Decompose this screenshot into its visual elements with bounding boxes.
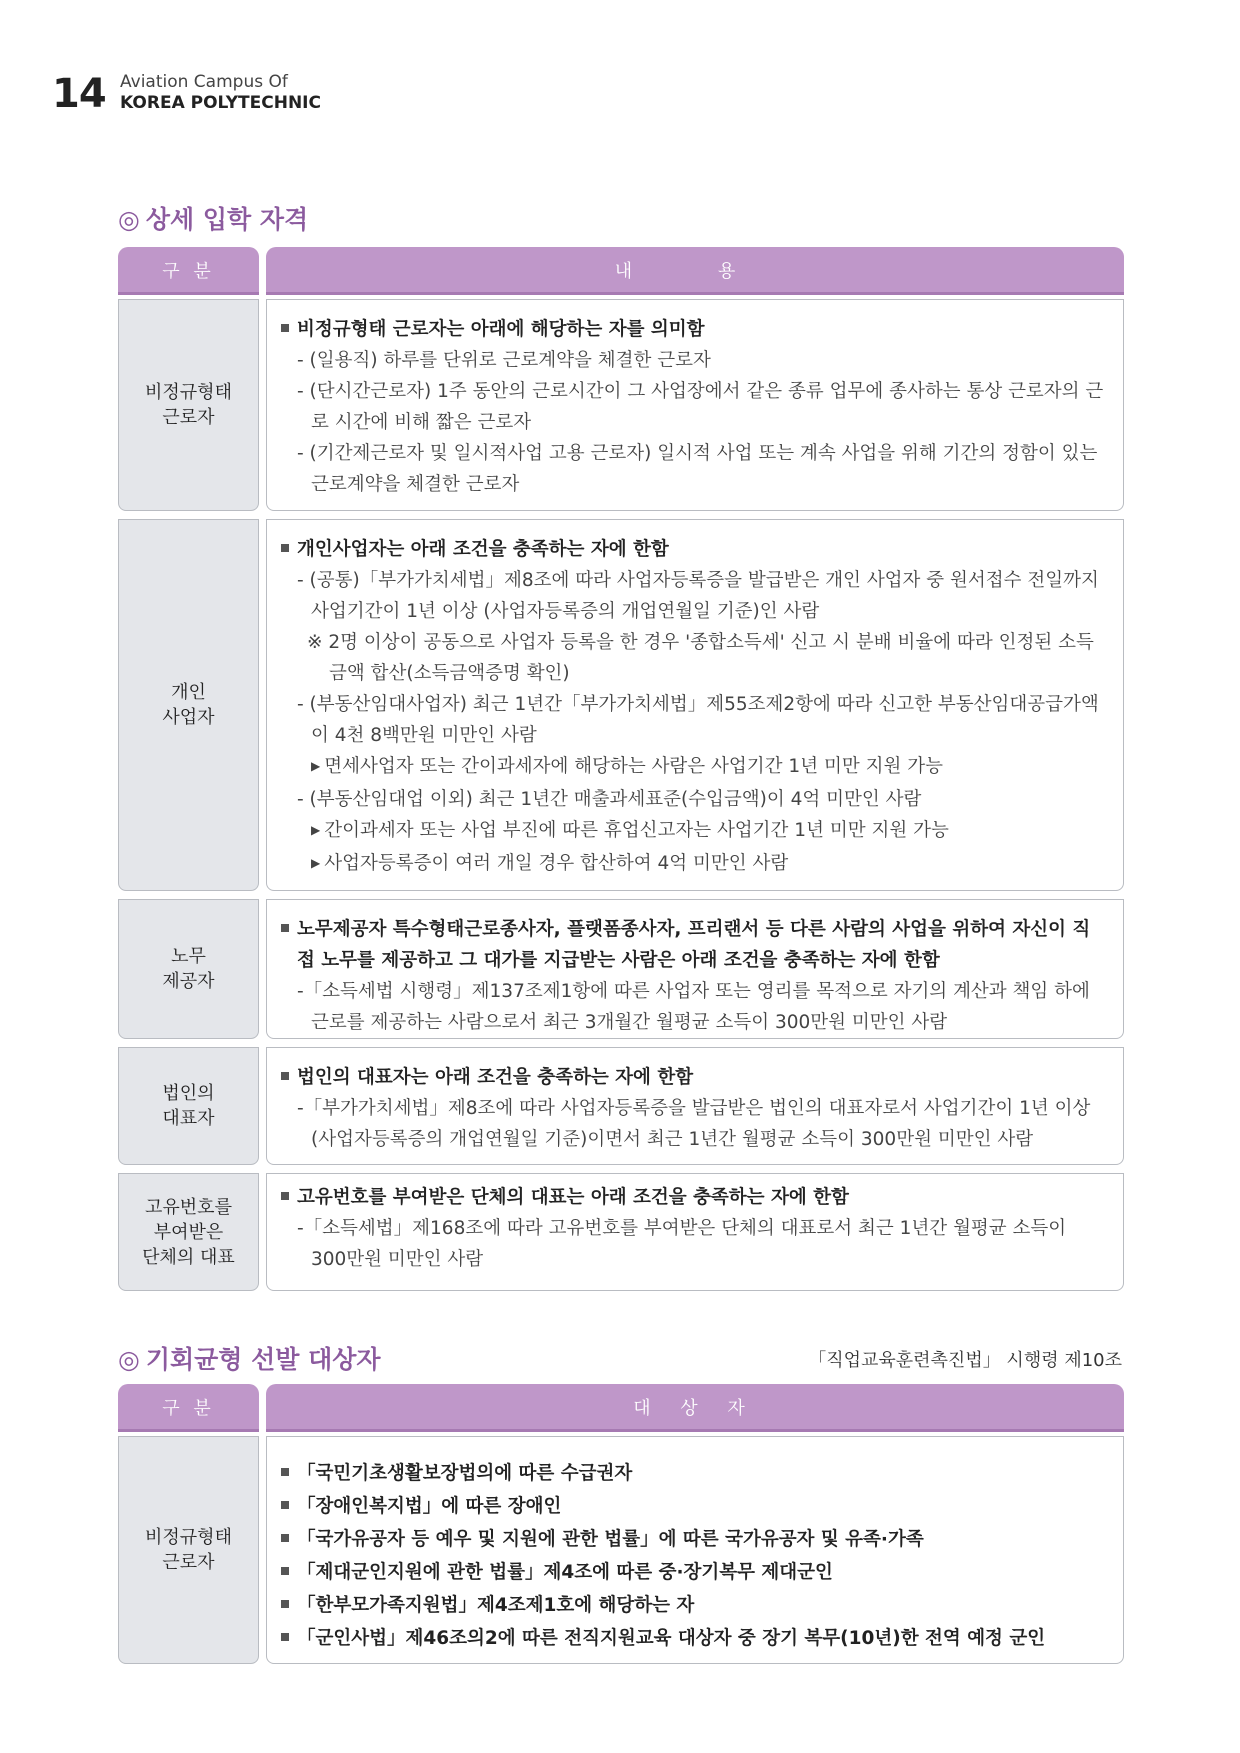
bullet-heading: 노무제공자 특수형태근로종사자, 플랫폼종사자, 프리랜서 등 다른 사람의 사업을 위하여 자신이 직접 노무를 제공하고 그 대가를 지급받는 사람은 아래 조건을 충족하는 자에 한함 [281,914,1107,976]
dash-item: - (일용직) 하루를 단위로 근로계약을 체결한 근로자 [297,350,711,371]
header-target: 대 상 자 [266,1384,1124,1432]
table-row [118,1047,1124,1165]
table-row [118,519,1124,891]
dash-item: - (공통)「부가가치세법」제8조에 따라 사업자등록증을 발급받은 개인 사업자 중 원서접수 전일까지 사업기간이 1년 이상 (사업자등록증의 개업연월일 기준)인 사람 [297,570,1099,622]
arrow-item: ▶ 간이과세자 또는 사업 부진에 따른 휴업신고자는 사업기간 1년 미만 지원 가능 [311,820,949,841]
row-category: 노무 제공자 [118,899,259,1039]
brand-line-1: Aviation Campus Of [120,72,288,92]
square-bullet-icon [281,324,289,332]
square-bullet-icon [281,1072,289,1080]
row-content [266,519,1124,891]
square-bullet-icon [281,1600,289,1608]
dash-item: -「부가가치세법」제8조에 따라 사업자등록증을 발급받은 법인의 대표자로서 사업기간이 1년 이상 (사업자등록증의 개업연월일 기준)이면서 최근 1년간 월평균 소득이 300만원 미만인 사람 [297,1098,1091,1150]
bullet-heading: 법인의 대표자는 아래 조건을 충족하는 자에 한함 [281,1062,1107,1093]
header-content: 내 용 [266,247,1124,295]
square-bullet-icon [281,1468,289,1476]
table-row [118,299,1124,511]
row-category: 고유번호를 부여받은 단체의 대표 [118,1173,259,1291]
header-category: 구 분 [118,247,259,295]
table-header [118,247,1124,295]
row-category: 비정규형태 근로자 [118,299,259,511]
dash-item: -「소득세법」제168조에 따라 고유번호를 부여받은 단체의 대표로서 최근 1년간 월평균 소득이 300만원 미만인 사람 [297,1218,1067,1270]
dash-item: - (부동산임대업 이외) 최근 1년간 매출과세표준(수입금액)이 4억 미만인 사람 [297,789,922,810]
header-category: 구 분 [118,1384,259,1432]
square-bullet-icon [281,1501,289,1509]
square-bullet-icon [281,1567,289,1575]
target-item: 「제대군인지원에 관한 법률」제4조에 따른 중·장기복무 제대군인 [281,1556,1107,1589]
triangle-bullet-icon: ▶ [311,856,321,870]
section-title-opportunity [118,1340,381,1376]
circle-mark-icon: ◎ [118,205,140,234]
bullet-heading: 개인사업자는 아래 조건을 충족하는 자에 한함 [281,534,1107,565]
dash-item: -「소득세법 시행령」제137조제1항에 따른 사업자 또는 영리를 목적으로 자기의 계산과 책임 하에 근로를 제공하는 사람으로서 최근 3개월간 월평균 소득이 300만원 미만인 사람 [297,981,1090,1033]
brand-line-2: KOREA POLYTECHNIC [120,93,321,113]
square-bullet-icon [281,924,289,932]
row-content [266,1047,1124,1165]
dash-item: - (단시간근로자) 1주 동안의 근로시간이 그 사업장에서 같은 종류 업무에 종사하는 통상 근로자의 근로 시간에 비해 짧은 근로자 [297,381,1104,433]
square-bullet-icon [281,1192,289,1200]
row-category: 법인의 대표자 [118,1047,259,1165]
target-item: 「군인사법」제46조의2에 따른 전직지원교육 대상자 중 장기 복무(10년)한 전역 예정 군인 [281,1622,1107,1655]
row-category: 개인 사업자 [118,519,259,891]
table-row [118,899,1124,1039]
row-category: 비정규형태 근로자 [118,1436,259,1664]
dash-item: - (부동산임대사업자) 최근 1년간「부가가치세법」제55조제2항에 따라 신고한 부동산임대공급가액이 4천 8백만원 미만인 사람 [297,694,1099,746]
legal-reference: 「직업교육훈련촉진법」 시행령 제10조 [808,1350,1122,1371]
page-number: 14 [52,71,106,117]
brand [120,72,321,114]
section-title-text: 상세 입학 자격 [145,205,309,234]
table-header [118,1384,1124,1432]
row-content [266,1173,1124,1291]
section-title-text: 기회균형 선발 대상자 [145,1345,381,1374]
target-item: 「장애인복지법」에 따른 장애인 [281,1490,1107,1523]
note-item: ※ 2명 이상이 공동으로 사업자 등록을 한 경우 '종합소득세' 신고 시 분배 비율에 따라 인정된 소득금액 합산(소득금액증명 확인) [307,632,1094,684]
arrow-item: ▶ 면세사업자 또는 간이과세자에 해당하는 사람은 사업기간 1년 미만 지원 가능 [311,756,943,777]
target-item: 「한부모가족지원법」제4조제1호에 해당하는 자 [281,1589,1107,1622]
arrow-item: ▶ 사업자등록증이 여러 개일 경우 합산하여 4억 미만인 사람 [311,853,789,874]
row-content [266,299,1124,511]
square-bullet-icon [281,1534,289,1542]
table-row [118,1436,1124,1664]
target-item: 「국민기초생활보장법의에 따른 수급권자 [281,1457,1107,1490]
square-bullet-icon [281,544,289,552]
section-title-admission [118,200,308,236]
square-bullet-icon [281,1633,289,1641]
target-item: 「국가유공자 등 예우 및 지원에 관한 법률」에 따른 국가유공자 및 유족·가족 [281,1523,1107,1556]
circle-mark-icon: ◎ [118,1345,140,1374]
row-content [266,899,1124,1039]
dash-item: - (기간제근로자 및 일시적사업 고용 근로자) 일시적 사업 또는 계속 사업을 위해 기간의 정함이 있는 근로계약을 체결한 근로자 [297,443,1098,495]
bullet-heading: 고유번호를 부여받은 단체의 대표는 아래 조건을 충족하는 자에 한함 [281,1182,1107,1213]
bullet-heading: 비정규형태 근로자는 아래에 해당하는 자를 의미함 [281,314,1107,345]
triangle-bullet-icon: ▶ [311,823,321,837]
table-row [118,1173,1124,1291]
triangle-bullet-icon: ▶ [311,759,321,773]
row-content [266,1436,1124,1664]
